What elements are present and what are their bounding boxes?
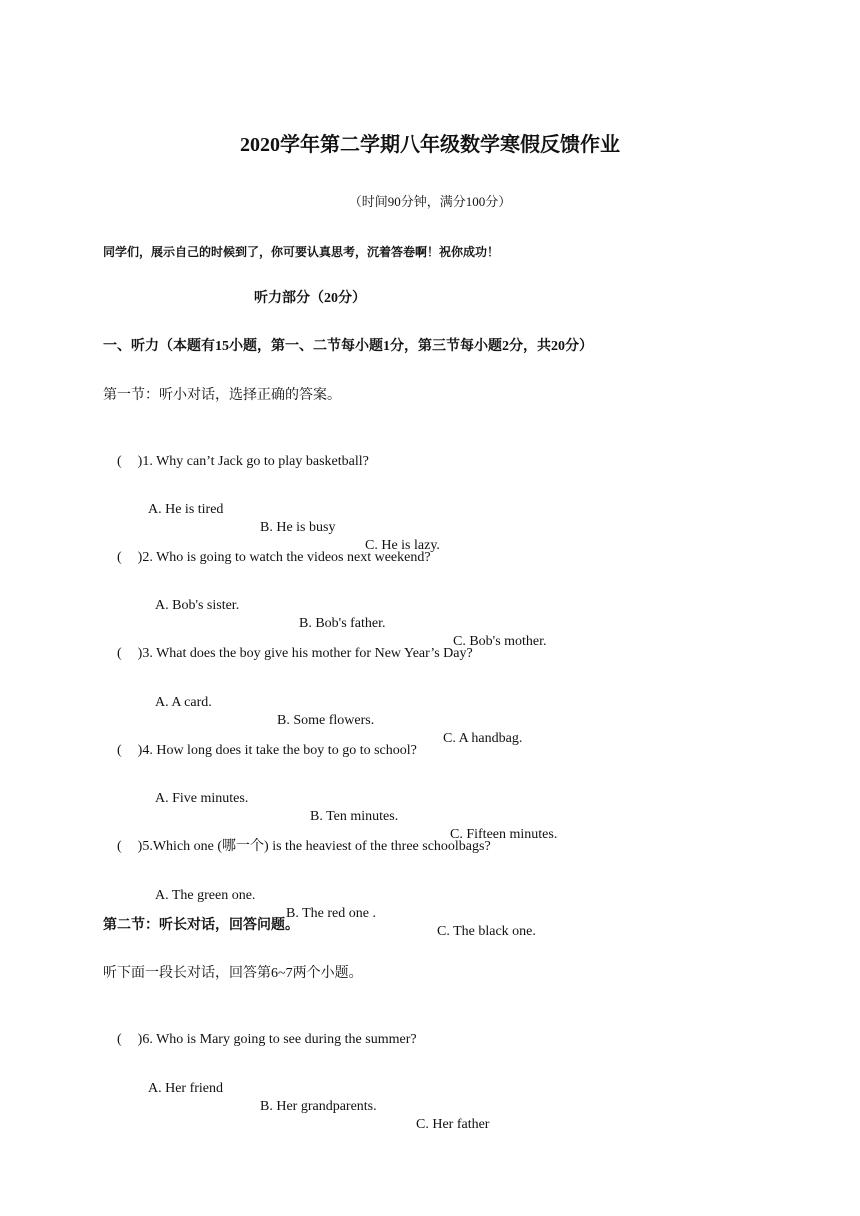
option-b: B. Bob's father. bbox=[299, 616, 386, 631]
question-stem: )6. Who is Mary going to see during the summer? bbox=[137, 1032, 417, 1047]
option-c: C. A handbag. bbox=[443, 731, 523, 746]
question-6 bbox=[103, 1013, 417, 1067]
answer-blank-open-paren: ( bbox=[117, 1032, 122, 1047]
answer-blank-open-paren: ( bbox=[117, 743, 122, 758]
option-b: B. Her grandparents. bbox=[260, 1099, 377, 1114]
option-a: A. Her friend bbox=[148, 1081, 224, 1096]
question-4 bbox=[103, 724, 417, 778]
option-a: A. He is tired bbox=[148, 502, 224, 517]
question-stem: )1. Why can’t Jack go to play basketball? bbox=[137, 454, 369, 469]
option-c: C. Fifteen minutes. bbox=[450, 827, 558, 842]
option-b: B. The red one . bbox=[286, 906, 376, 921]
answer-blank-open-paren: ( bbox=[117, 454, 122, 469]
section1-heading: 第一节：听小对话，选择正确的答案。 bbox=[103, 388, 341, 403]
document-title: 2020学年第二学期八年级数学寒假反馈作业 bbox=[240, 134, 620, 156]
answer-blank-open-paren: ( bbox=[117, 646, 122, 661]
question-stem: )2. Who is going to watch the videos next weekend? bbox=[137, 550, 431, 565]
section-heading: 一、听力（本题有15小题，第一、二节每小题1分，第三节每小题2分，共20分） bbox=[103, 339, 593, 354]
option-b: B. He is busy bbox=[260, 520, 336, 535]
option-b: B. Ten minutes. bbox=[310, 809, 399, 824]
section2-instruction: 听下面一段长对话，回答第6~7两个小题。 bbox=[103, 966, 363, 981]
option-c: C. Bob's mother. bbox=[453, 634, 547, 649]
section2-heading: 第二节：听长对话，回答问题。 bbox=[103, 918, 299, 933]
option-a: A. Five minutes. bbox=[155, 791, 249, 806]
option-c: C. The black one. bbox=[437, 924, 536, 939]
question-6-options bbox=[0, 1062, 860, 1152]
part-title: 听力部分（20分） bbox=[254, 291, 366, 306]
document-subtitle: （时间90分钟，满分100分） bbox=[348, 194, 512, 209]
question-3 bbox=[103, 627, 473, 681]
answer-blank-open-paren: ( bbox=[117, 839, 122, 854]
option-a: A. The green one. bbox=[155, 888, 256, 903]
question-1 bbox=[103, 435, 369, 489]
answer-blank-open-paren: ( bbox=[117, 550, 122, 565]
option-c: C. Her father bbox=[416, 1117, 490, 1132]
intro-text: 同学们，展示自己的时候到了，你可要认真思考，沉着答卷啊！祝你成功！ bbox=[103, 245, 500, 259]
question-stem: )5.Which one (哪一个) is the heaviest of the three schoolbags? bbox=[137, 839, 491, 854]
question-stem: )4. How long does it take the boy to go to school? bbox=[137, 743, 417, 758]
question-5 bbox=[103, 820, 491, 874]
option-c: C. He is lazy. bbox=[365, 538, 440, 553]
option-a: A. A card. bbox=[155, 695, 212, 710]
option-a: A. Bob's sister. bbox=[155, 598, 240, 613]
question-2 bbox=[103, 531, 431, 585]
question-5-options bbox=[0, 869, 860, 959]
option-b: B. Some flowers. bbox=[277, 713, 375, 728]
question-stem: )3. What does the boy give his mother for New Year’s Day? bbox=[137, 646, 473, 661]
